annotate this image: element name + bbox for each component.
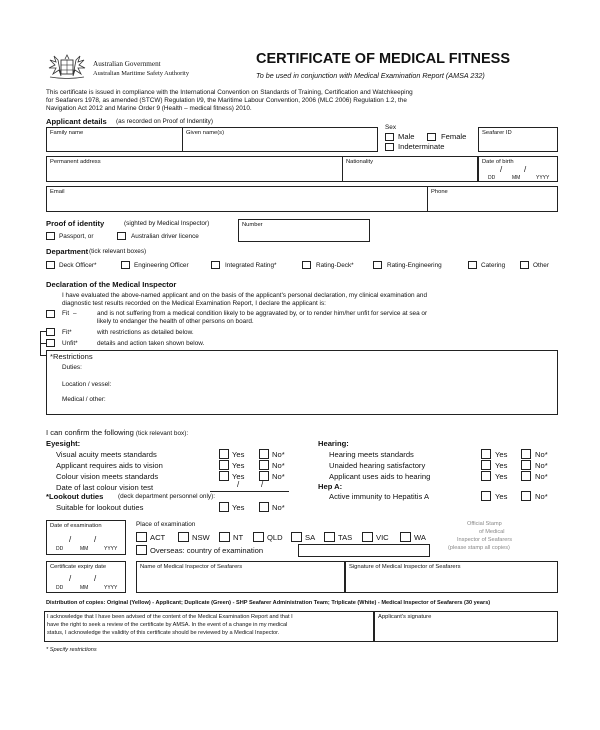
- nationality-field[interactable]: [342, 156, 478, 182]
- hear-standards-no-label: No*: [535, 450, 548, 459]
- confirm-heading-note: (tick relevant box):: [135, 430, 189, 437]
- inspector-signature-label: Signature of Medical Inspector of Seafarers: [349, 564, 461, 570]
- hear-unaided-yes-label: Yes: [495, 461, 508, 470]
- dob-label: Date of birth: [482, 159, 514, 165]
- hear-unaided-no-checkbox[interactable]: [521, 460, 531, 470]
- eye-visual-yes-checkbox[interactable]: [219, 449, 229, 459]
- fit-restricted-checkbox[interactable]: [46, 328, 55, 336]
- restrictions-bracket-mid: [40, 343, 46, 344]
- lookout-item: Suitable for lookout duties: [56, 503, 144, 512]
- hear-standards-yes-checkbox[interactable]: [481, 449, 491, 459]
- lookout-no-checkbox[interactable]: [259, 502, 269, 512]
- fit-text-2: likely to endanger the health of other persons on board.: [97, 318, 254, 325]
- medical-other-label: Medical / other:: [62, 396, 106, 403]
- eye-aids-yes-label: Yes: [232, 461, 245, 470]
- eye-colour-no-label: No*: [272, 472, 285, 481]
- colour-test-slash-2: /: [261, 480, 264, 489]
- state-qld-checkbox[interactable]: [253, 532, 264, 542]
- email-field[interactable]: [46, 186, 428, 212]
- dept-label-catering: Catering: [481, 262, 506, 269]
- state-act-label: ACT: [150, 533, 166, 542]
- ack-line-2: have the right to seek a review of the certificate by AMSA. In the event of a change in my medical: [47, 622, 288, 628]
- passport-checkbox[interactable]: [46, 232, 55, 240]
- state-nsw-checkbox[interactable]: [178, 532, 189, 542]
- inspector-name-label: Name of Medical Inspector of Seafarers: [140, 564, 243, 570]
- fit-dash: –: [73, 310, 77, 317]
- hear-unaided-no-label: No*: [535, 461, 548, 470]
- phone-field[interactable]: [427, 186, 558, 212]
- intro-line-3: Navigation Act 2012 and Marine Order 9 (Health – medical fitness) 2010.: [46, 105, 252, 112]
- given-names-field[interactable]: [182, 127, 378, 152]
- sex-male-label: Male: [398, 132, 415, 141]
- state-vic-checkbox[interactable]: [362, 532, 373, 542]
- hear-standards-no-checkbox[interactable]: [521, 449, 531, 459]
- email-label: Email: [50, 189, 65, 195]
- department-heading: Department: [46, 247, 89, 256]
- dept-checkbox-deck-officer[interactable]: [46, 261, 55, 269]
- overseas-country-field[interactable]: [298, 544, 430, 557]
- intro-line-2: for Seafarers 1978, as amended (STCW) Regulation I/9, the Maritime Labour Convention, 2006 (MLC 2006) Regulation 1.2, the: [46, 97, 407, 104]
- phone-label: Phone: [431, 189, 448, 195]
- declaration-p1: I have evaluated the above-named applicant and on the basis of the applicant's personal declaration, my clinical examination and: [62, 292, 428, 299]
- eyesight-item-aids: Applicant requires aids to vision: [56, 461, 163, 470]
- hear-aids-yes-label: Yes: [495, 472, 508, 481]
- state-nt-checkbox[interactable]: [219, 532, 230, 542]
- state-qld-label: QLD: [267, 533, 283, 542]
- hear-aids-no-checkbox[interactable]: [521, 471, 531, 481]
- permanent-address-label: Permanent address: [50, 159, 101, 165]
- sex-indeterminate-label: Indeterminate: [398, 142, 445, 151]
- dept-checkbox-rating-engineering[interactable]: [373, 261, 382, 269]
- colour-test-date-field[interactable]: [210, 481, 289, 492]
- hearing-item-unaided: Unaided hearing satisfactory: [329, 461, 426, 470]
- lookout-no-label: No*: [272, 503, 285, 512]
- eyesight-item-colour-vision: Colour vision meets standards: [56, 472, 159, 481]
- dob-slash-2: /: [524, 165, 527, 174]
- hear-aids-no-label: No*: [535, 472, 548, 481]
- duties-label: Duties:: [62, 364, 82, 371]
- dept-checkbox-rating-deck[interactable]: [302, 261, 311, 269]
- hear-unaided-yes-checkbox[interactable]: [481, 460, 491, 470]
- eye-colour-yes-label: Yes: [232, 472, 245, 481]
- stamp-text-1: Official Stamp: [467, 521, 502, 527]
- hepa-item: Active immunity to Hepatitis A: [329, 492, 430, 501]
- lookout-note: (deck department personnel only):: [118, 493, 215, 500]
- dept-label-integrated-rating: Integrated Rating*: [225, 262, 277, 269]
- sex-label: Sex: [385, 124, 397, 131]
- state-sa-checkbox[interactable]: [291, 532, 302, 542]
- overseas-label: Overseas: country of examination: [150, 546, 264, 555]
- intro-line-1: This certificate is issued in compliance with the International Convention on Standards of Training, Certification and Watchkeeping: [46, 89, 413, 96]
- family-name-label: Family name: [50, 130, 84, 136]
- given-names-label: Given name(s): [186, 130, 225, 136]
- inspector-name-field[interactable]: [136, 561, 345, 593]
- expiry-dd: DD: [56, 585, 64, 591]
- overseas-checkbox[interactable]: [136, 545, 147, 555]
- dept-label-rating-deck: Rating-Deck*: [316, 262, 354, 269]
- state-wa-label: WA: [414, 533, 426, 542]
- coat-of-arms-icon: [44, 54, 90, 80]
- eye-aids-no-checkbox[interactable]: [259, 460, 269, 470]
- unfit-checkbox[interactable]: [46, 339, 55, 347]
- ack-line-1: I acknowledge that I have been advised of the content of the Medical Examination Report and that I: [47, 614, 293, 620]
- dept-checkbox-catering[interactable]: [468, 261, 477, 269]
- eye-visual-no-checkbox[interactable]: [259, 449, 269, 459]
- dept-label-other: Other: [533, 262, 549, 269]
- inspector-signature-field[interactable]: [345, 561, 558, 593]
- eye-aids-no-label: No*: [272, 461, 285, 470]
- eye-aids-yes-checkbox[interactable]: [219, 460, 229, 470]
- lookout-yes-checkbox[interactable]: [219, 502, 229, 512]
- sex-female-label: Female: [441, 132, 467, 141]
- state-tas-label: TAS: [338, 533, 353, 542]
- stamp-text-4: (please stamp all copies): [448, 545, 510, 551]
- stamp-text-2: of Medical: [479, 529, 505, 535]
- exam-date-slash-2: /: [94, 535, 97, 544]
- expiry-date-label: Certificate expiry date: [50, 564, 107, 570]
- restrictions-field[interactable]: [46, 350, 558, 415]
- state-vic-label: VIC: [376, 533, 389, 542]
- nationality-label: Nationality: [346, 159, 374, 165]
- expiry-date-field[interactable]: [46, 561, 126, 593]
- expiry-slash-2: /: [94, 574, 97, 583]
- eyesight-item-visual-acuity: Visual acuity meets standards: [56, 450, 157, 459]
- expiry-yyyy: YYYY: [104, 585, 118, 591]
- page-title: CERTIFICATE OF MEDICAL FITNESS: [256, 51, 511, 67]
- fit-checkbox[interactable]: [46, 310, 55, 318]
- family-name-field[interactable]: [46, 127, 183, 152]
- fit-restricted-label: Fit*: [62, 329, 72, 336]
- hear-standards-yes-label: Yes: [495, 450, 508, 459]
- hepa-yes-checkbox[interactable]: [481, 491, 491, 501]
- department-note: (tick relevant boxes): [89, 248, 147, 255]
- applicant-heading: Applicant details: [46, 117, 107, 126]
- hearing-heading: Hearing:: [318, 439, 349, 448]
- state-sa-label: SA: [305, 533, 316, 542]
- dob-mm: MM: [512, 175, 521, 181]
- identity-note: (sighted by Medical Inspector): [124, 220, 210, 227]
- hearing-item-aids: Applicant uses aids to hearing: [329, 472, 431, 481]
- footnote: * Specify restrictions: [46, 647, 97, 653]
- lookout-yes-label: Yes: [232, 503, 245, 512]
- identity-number-field[interactable]: [238, 219, 370, 242]
- driver-licence-checkbox[interactable]: [117, 232, 126, 240]
- identity-heading: Proof of identity: [46, 219, 105, 228]
- place-of-exam-label: Place of examination: [136, 521, 196, 528]
- passport-label: Passport, or: [59, 233, 94, 240]
- hearing-item-standards: Hearing meets standards: [329, 450, 414, 459]
- exam-date-label: Date of examination: [50, 523, 102, 529]
- eyesight-heading: Eyesight:: [46, 439, 81, 448]
- exam-date-field[interactable]: [46, 520, 126, 555]
- hear-aids-yes-checkbox[interactable]: [481, 471, 491, 481]
- state-nsw-label: NSW: [192, 533, 210, 542]
- dob-slash-1: /: [500, 165, 503, 174]
- identity-number-label: Number: [242, 222, 263, 228]
- dept-checkbox-other[interactable]: [520, 261, 529, 269]
- ack-line-3: status, I acknowledge the validity of this certificate should be reviewed by a Medical Inspector.: [47, 630, 280, 636]
- dept-checkbox-integrated-rating[interactable]: [211, 261, 220, 269]
- exam-date-dd: DD: [56, 546, 64, 552]
- unfit-label: Unfit*: [62, 340, 78, 347]
- seafarer-id-field[interactable]: [478, 127, 558, 152]
- fit-text-1: and is not suffering from a medical condition likely to be aggravated by, or to render him/her unfit for service at sea or: [97, 310, 428, 317]
- state-act-checkbox[interactable]: [136, 532, 147, 542]
- dob-dd: DD: [488, 175, 496, 181]
- exam-date-mm: MM: [80, 546, 89, 552]
- distribution-text: Distribution of copies: Original (Yellow) - Applicant; Duplicate (Green) - SHP Seafarer Administration Team; Triplicate (White) - Medical Inspector of Seafarers (30 years): [46, 600, 491, 606]
- state-nt-label: NT: [233, 533, 244, 542]
- dept-label-rating-engineering: Rating-Engineering: [387, 262, 442, 269]
- dept-label-engineering-officer: Engineering Officer: [134, 262, 189, 269]
- government-name: Australian Government: [93, 60, 161, 68]
- hepa-no-label: No*: [535, 492, 548, 501]
- seafarer-id-label: Seafarer ID: [482, 130, 512, 136]
- acknowledgement-box: [44, 611, 374, 642]
- confirm-heading: [46, 428, 188, 438]
- restrictions-bracket-top: [40, 331, 46, 332]
- confirm-heading-text: I can confirm the following: [46, 428, 134, 437]
- state-tas-checkbox[interactable]: [324, 532, 335, 542]
- driver-licence-label: Australian driver licence: [131, 233, 199, 240]
- eye-colour-yes-checkbox[interactable]: [219, 471, 229, 481]
- lookout-heading: *Lookout duties: [46, 492, 104, 501]
- expiry-mm: MM: [80, 585, 89, 591]
- expiry-slash-1: /: [69, 574, 72, 583]
- colour-test-date-underline: [210, 491, 289, 492]
- declaration-heading: Declaration of the Medical Inspector: [46, 280, 177, 289]
- hepa-yes-label: Yes: [495, 492, 508, 501]
- restrictions-label: *Restrictions: [50, 352, 93, 361]
- dept-label-deck-officer: Deck Officer*: [59, 262, 97, 269]
- eyesight-item-last-test: Date of last colour vision test: [56, 483, 154, 492]
- sex-indeterminate-checkbox[interactable]: [385, 143, 394, 151]
- stamp-text-3: Inspector of Seafarers: [457, 537, 513, 543]
- hepa-heading: Hep A:: [318, 482, 343, 491]
- eye-visual-yes-label: Yes: [232, 450, 245, 459]
- state-wa-checkbox[interactable]: [400, 532, 411, 542]
- date-of-birth-field[interactable]: [478, 156, 558, 182]
- exam-date-slash-1: /: [69, 535, 72, 544]
- agency-name: Australian Maritime Safety Authority: [93, 70, 190, 77]
- applicant-signature-label: Applicant's signature: [378, 614, 432, 620]
- exam-date-yyyy: YYYY: [104, 546, 118, 552]
- hepa-no-checkbox[interactable]: [521, 491, 531, 501]
- location-label: Location / vessel:: [62, 381, 112, 388]
- permanent-address-field[interactable]: [46, 156, 343, 182]
- dept-checkbox-engineering-officer[interactable]: [121, 261, 130, 269]
- page-subtitle: To be used in conjunction with Medical Examination Report (AMSA 232): [256, 71, 485, 80]
- eye-visual-no-label: No*: [272, 450, 285, 459]
- declaration-p2: diagnostic test results recorded on the Medical Examination Report, I declare the applicant is:: [62, 300, 326, 307]
- sex-male-checkbox[interactable]: [385, 133, 394, 141]
- applicant-signature-field[interactable]: [374, 611, 558, 642]
- applicant-note: (as recorded on Proof of Indentity): [116, 118, 213, 125]
- unfit-text: details and action taken shown below.: [97, 340, 205, 347]
- dob-yyyy: YYYY: [536, 175, 550, 181]
- fit-label: Fit: [62, 310, 70, 317]
- colour-test-slash-1: /: [237, 480, 240, 489]
- sex-female-checkbox[interactable]: [427, 133, 436, 141]
- fit-restricted-text: with restrictions as detailed below.: [97, 329, 194, 336]
